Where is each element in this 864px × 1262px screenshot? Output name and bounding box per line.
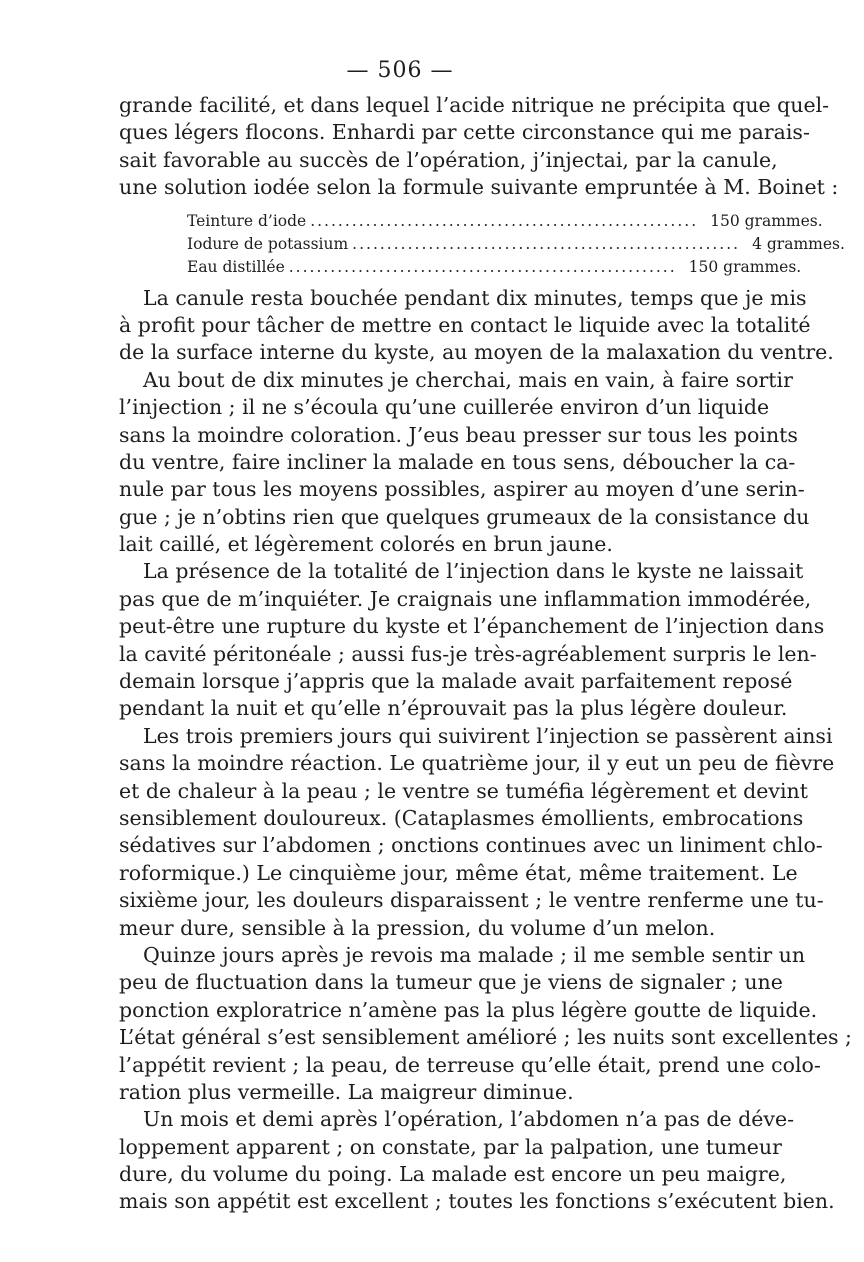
text-line: sensiblement douloureux. (Cataplasmes émollients, embrocations [119, 805, 804, 830]
text-line: meur dure, sensible à la pression, du volume d’un melon. [119, 915, 716, 940]
paragraph [119, 723, 835, 942]
text-line: Un mois et demi après l’opération, l’abdomen n’a pas de déve- [143, 1107, 795, 1132]
text-line: ration plus vermeille. La maigreur diminue. [119, 1079, 574, 1104]
formula-row [187, 256, 802, 279]
formula-quantity: 150 grammes. [688, 257, 802, 276]
text-line: sans la moindre réaction. Le quatrième jour, il y eut un peu de fièvre [119, 751, 835, 776]
text-line: peu de fluctuation dans la tumeur que je viens de signaler ; une [119, 970, 783, 995]
text-line: et de chaleur à la peau ; le ventre se tuméfia légèrement et devint [119, 778, 808, 803]
paragraph [119, 92, 839, 202]
page-number: — 506 — [346, 58, 454, 83]
formula-ingredient: Eau distillée [187, 257, 285, 276]
paragraph [119, 558, 825, 722]
iodine-formula-table [119, 210, 845, 279]
text-line: dure, du volume du poing. La malade est encore un peu maigre, [119, 1162, 787, 1187]
text-line: du ventre, faire incliner la malade en tous sens, déboucher la ca- [119, 449, 796, 474]
text-line: mais son appétit est excellent ; toutes les fonctions s’exécutent bien. [119, 1189, 835, 1214]
text-line: ponction exploratrice n’amène pas la plus légère goutte de liquide. [119, 997, 818, 1022]
formula-row [187, 210, 823, 233]
text-line: loppement apparent ; on constate, par la palpation, une tumeur [119, 1134, 782, 1159]
paragraph [119, 367, 810, 559]
formula-row [187, 233, 845, 256]
text-line: pas que de m’inquiéter. Je craignais une inflammation immodérée, [119, 586, 812, 611]
body-text [119, 92, 852, 1216]
text-line: sait favorable au succès de l’opération, j’injectai, par la canule, [119, 147, 778, 172]
text-line: gue ; je n’obtins rien que quelques grumeaux de la consistance du [119, 504, 810, 529]
text-line: ques légers flocons. Enhardi par cette circonstance qui me parais- [119, 120, 810, 145]
paragraph [119, 1106, 835, 1216]
paragraph [119, 942, 852, 1106]
text-line: Au bout de dix minutes je cherchai, mais en vain, à faire sortir [143, 367, 793, 392]
text-line: La canule resta bouchée pendant dix minutes, temps que je mis [143, 285, 807, 310]
dot-leader: ........................................................ [310, 211, 699, 230]
formula-ingredient: Iodure de potassium [187, 234, 349, 253]
paragraph [119, 285, 834, 367]
text-line: de la surface interne du kyste, au moyen de la malaxation du ventre. [119, 340, 834, 365]
text-line: demain lorsque j’appris que la malade avait parfaitement reposé [119, 669, 793, 694]
formula-quantity: 4 grammes. [752, 234, 845, 253]
text-line: la cavité péritonéale ; aussi fus-je très-agréablement surpris le len- [119, 641, 817, 666]
text-line: à profit pour tâcher de mettre en contact le liquide avec la totalité [119, 312, 811, 337]
text-line: sixième jour, les douleurs disparaissent ; le ventre renferme une tu- [119, 888, 824, 913]
text-line: pendant la nuit et qu’elle n’éprouvait pas la plus légère douleur. [119, 696, 788, 721]
text-line: une solution iodée selon la formule suivante empruntée à M. Boinet : [119, 175, 839, 200]
text-line: peut-être une rupture du kyste et l’épanchement de l’injection dans [119, 614, 825, 639]
text-line: l’appétit revient ; la peau, de terreuse qu’elle était, prend une colo- [119, 1052, 821, 1077]
text-line: Les trois premiers jours qui suivirent l’injection se passèrent ainsi [143, 723, 833, 748]
text-line: Quinze jours après je revois ma malade ; il me semble sentir un [143, 942, 806, 967]
text-line: l’injection ; il ne s’écoula qu’une cuillerée environ d’un liquide [119, 395, 770, 420]
text-line: lait caillé, et légèrement colorés en brun jaune. [119, 532, 613, 557]
text-line: sans la moindre coloration. J’eus beau presser sur tous les points [119, 422, 798, 447]
text-line: roformique.) Le cinquième jour, même état, même traitement. Le [119, 860, 798, 885]
paragraph-group [119, 285, 852, 1216]
text-line: La présence de la totalité de l’injection dans le kyste ne laissait [143, 559, 804, 584]
formula-ingredient: Teinture d’iode [187, 211, 307, 230]
text-line: grande facilité, et dans lequel l’acide nitrique ne précipita que quel- [119, 93, 830, 117]
text-line: L’état général s’est sensiblement amélioré ; les nuits sont excellentes ; [119, 1025, 852, 1050]
dot-leader: ........................................................ [288, 257, 677, 276]
dot-leader: ........................................................ [352, 234, 741, 253]
text-line: nule par tous les moyens possibles, aspirer au moyen d’une serin- [119, 477, 805, 502]
formula-quantity: 150 grammes. [710, 211, 823, 230]
text-line: sédatives sur l’abdomen ; onctions continues avec un liniment chlo- [119, 833, 823, 858]
